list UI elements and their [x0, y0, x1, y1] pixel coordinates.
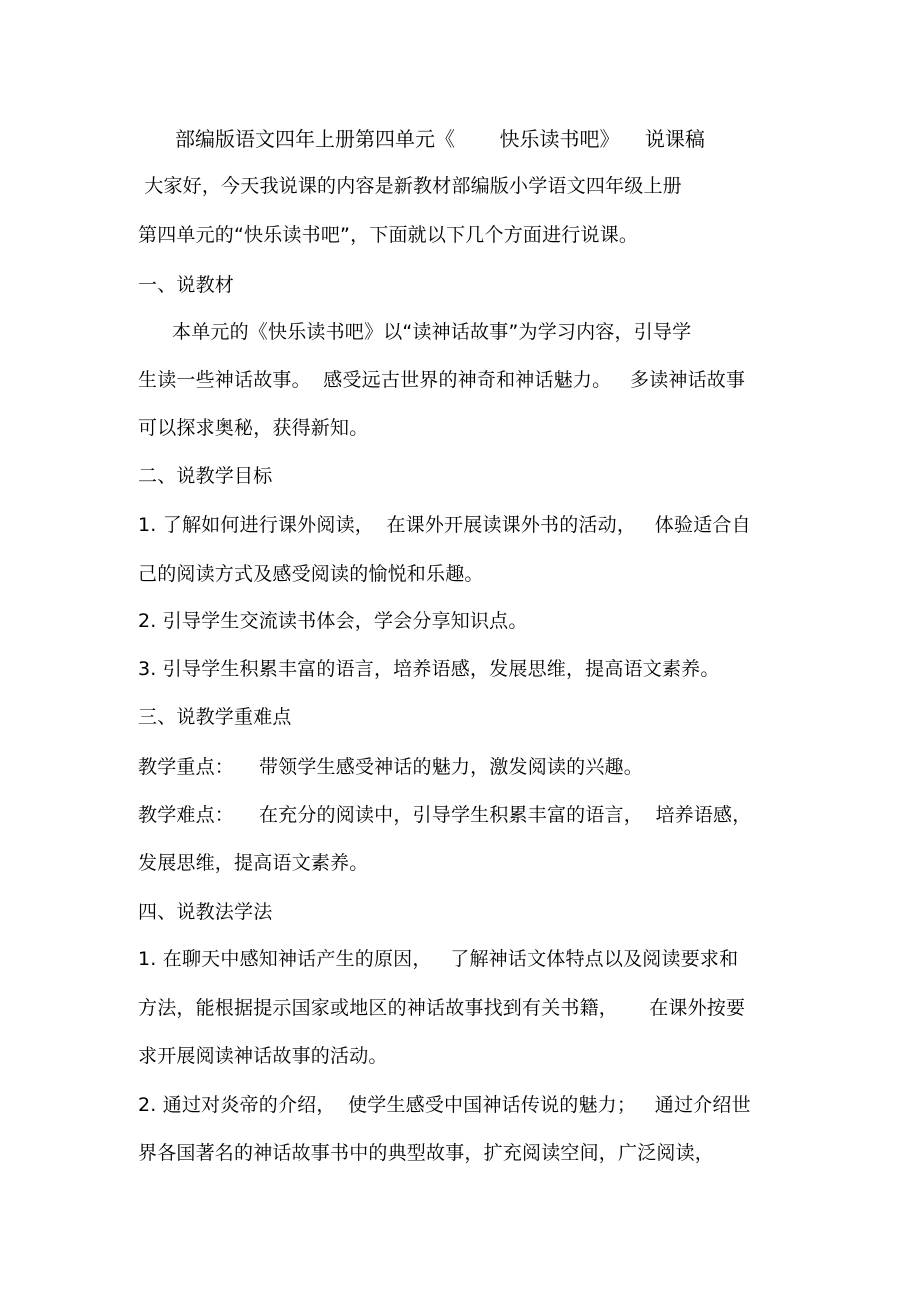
- paragraph-line: 可以探求奥秘，获得新知。: [138, 417, 369, 439]
- section-heading: 二、说教学目标: [138, 465, 273, 487]
- difficulty-line: 发展思维，提高语文素养。: [138, 852, 369, 874]
- paragraph-line: 大家好，今天我说课的内容是新教材部编版小学语文四年级上册: [138, 175, 682, 197]
- paragraph-line: 生读一些神话故事。 感受远古世界的神奇和神话魅力。 多读神话故事: [138, 369, 746, 391]
- list-item-line: 1. 在聊天中感知神话产生的原因， 了解神话文体特点以及阅读要求和: [138, 948, 739, 970]
- key-point-line: 教学重点： 带领学生感受神话的魅力，激发阅读的兴趣。: [138, 756, 643, 778]
- document-title: 部编版语文四年上册第四单元《 快乐读书吧》 说课稿: [175, 127, 705, 151]
- list-item-line: 方法，能根据提示国家或地区的神话故事找到有关书籍， 在课外按要: [138, 997, 746, 1019]
- list-item-line: 己的阅读方式及感受阅读的愉悦和乐趣。: [138, 563, 484, 585]
- section-heading: 一、说教材: [138, 274, 235, 296]
- list-item-line: 2. 引导学生交流读书体会，学会分享知识点。: [138, 610, 528, 632]
- list-item-line: 求开展阅读神话故事的活动。: [138, 1045, 388, 1067]
- section-heading: 三、说教学重难点: [138, 706, 292, 728]
- difficulty-line: 教学难点： 在充分的阅读中，引导学生积累丰富的语言， 培养语感，: [138, 804, 752, 826]
- list-item-line: 界各国著名的神话故事书中的典型故事，扩充阅读空间，广泛阅读，: [138, 1142, 715, 1164]
- list-item-line: 3. 引导学生积累丰富的语言，培养语感，发展思维，提高语文素养。: [138, 658, 720, 680]
- paragraph-line: 第四单元的“快乐读书吧”，下面就以下几个方面进行说课。: [138, 224, 639, 246]
- paragraph-line: 本单元的《快乐读书吧》以“读神话故事”为学习内容，引导学: [172, 321, 692, 343]
- section-heading: 四、说教法学法: [138, 901, 273, 923]
- list-item-line: 2. 通过对炎帝的介绍， 使学生感受中国神话传说的魅力； 通过介绍世: [138, 1094, 751, 1116]
- list-item-line: 1. 了解如何进行课外阅读， 在课外开展读课外书的活动， 体验适合自: [138, 514, 751, 536]
